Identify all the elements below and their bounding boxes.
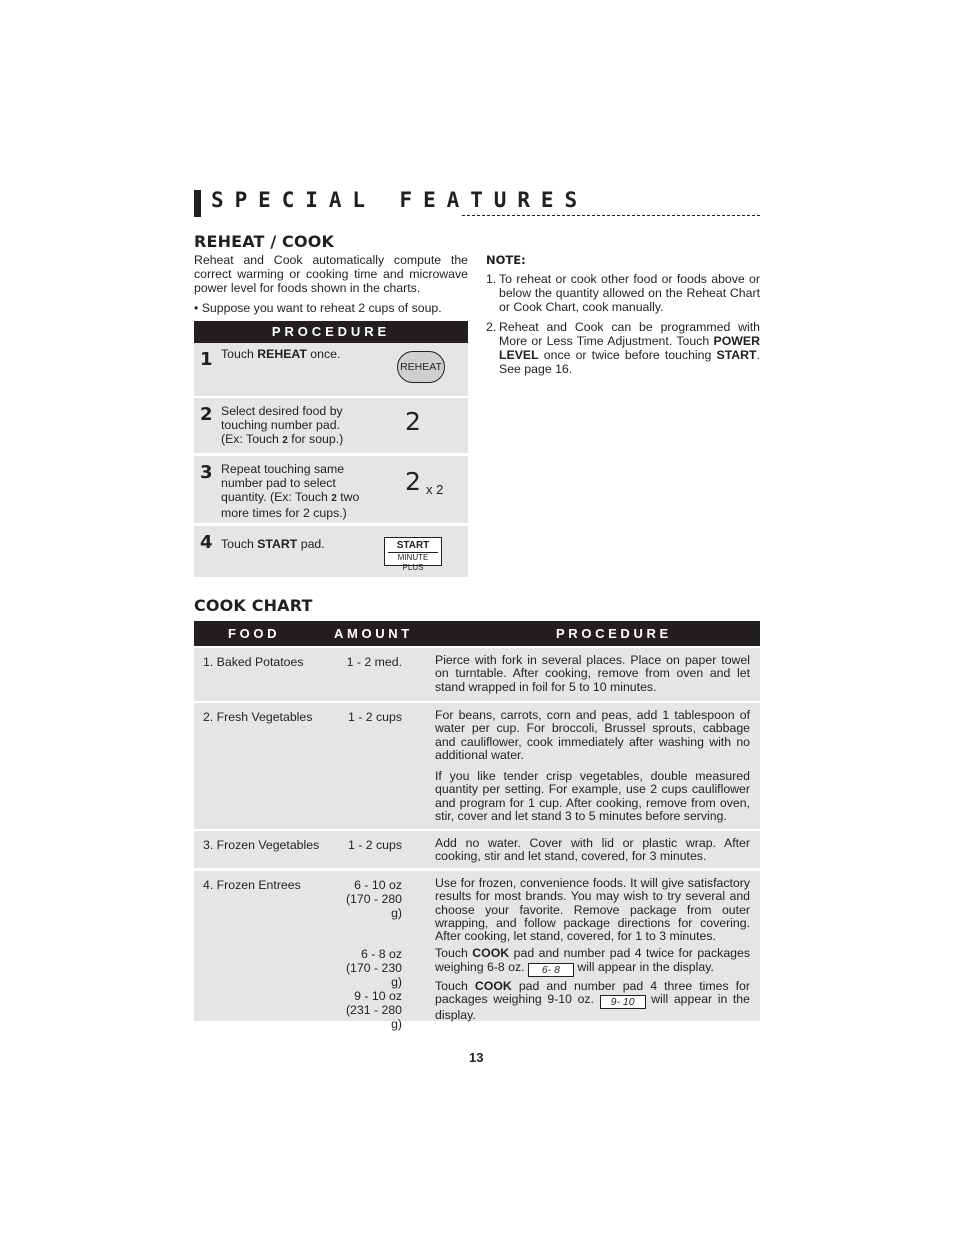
note-item-1: 1. To reheat or cook other food or foods above or below the quantity allowed on the Reheat Chart or Cook Chart, cook manually.: [486, 272, 760, 314]
column-procedure: PROCEDURE: [556, 626, 672, 641]
cook-chart-heading: COOK CHART: [194, 596, 313, 615]
times-label: x 2: [426, 482, 444, 497]
step-number: 2: [200, 404, 213, 425]
step-2: [194, 398, 468, 453]
step-text: Select desired food by touching number pad. (Ex: Touch 2 for soup.): [221, 404, 344, 446]
amount-cell: 6 - 10 oz (170 - 280 g) 6 - 8 oz (170 - 230 g) 9 - 10 oz (231 - 280 g): [345, 878, 402, 1031]
amount-cell: 1 - 2 med.: [346, 655, 402, 669]
column-food: FOOD: [228, 626, 281, 641]
step-number: 4: [200, 532, 213, 553]
note-heading: NOTE:: [486, 253, 526, 267]
table-row: [194, 831, 760, 868]
number-key-2: 2: [405, 467, 421, 496]
food-cell: 2. Fresh Vegetables: [203, 710, 313, 724]
chart-header: [194, 621, 760, 646]
food-cell: 3. Frozen Vegetables: [203, 838, 320, 852]
step-1: [194, 343, 468, 396]
section-marker: [194, 190, 201, 217]
start-key: START MINUTE PLUS: [384, 537, 442, 566]
table-row: [194, 703, 760, 829]
example-text: • Suppose you want to reheat 2 cups of soup.: [194, 301, 442, 315]
amount-cell: 1 - 2 cups: [348, 838, 402, 852]
step-number: 3: [200, 462, 213, 483]
step-text: Touch REHEAT once.: [221, 347, 341, 361]
procedure-cell: Add no water. Cover with lid or plastic wrap. After cooking, stir and let stand, covered, for 3 minutes.: [435, 836, 750, 864]
step-text: Touch START pad.: [221, 537, 325, 551]
step-text: Repeat touching same number pad to select quantity. (Ex: Touch 2 two more times for 2 cups.): [221, 462, 360, 520]
table-row: [194, 871, 760, 1031]
reheat-intro: [194, 253, 468, 315]
section-title: SPECIAL FEATURES: [211, 188, 589, 212]
amount-cell: 1 - 2 cups: [348, 710, 402, 724]
reheat-key: REHEAT: [397, 351, 445, 383]
procedure-cell: Use for frozen, convenience foods. It will give satisfactory results for most brands. You may wish to try several and choose your favorite. Remove package from outer wrapping, and follow package directions for covering. After cooking, let stand, covered, for 1 to 3 minutes. Touch COOK pad and number pad 4 twice for packages weighing 6-8 oz. 6- 8 will appear in the display. Touch COOK pad and number pad 4 three times for packages weighing 9-10 oz. 9- 10 will appear in the display.: [435, 876, 750, 1023]
table-row: [194, 648, 760, 701]
display-readout: 6- 8: [528, 963, 574, 977]
step-3: [194, 456, 468, 523]
note-item-2: 2. Reheat and Cook can be programmed with More or Less Time Adjustment. Touch POWER LEVEL once or twice before touching START. See page 16.: [486, 320, 760, 376]
procedure-cell: For beans, carrots, corn and peas, add 1 tablespoon of water per cup. For broccoli, Brussel sprouts, cabbage and cauliflower, cook immediately after washing with no additional water. If you like tender crisp vegetables, double measured quantity per setting. For example, use 2 cups cauliflower and program for 1 cup. After cooking, remove from oven, stir, cover and let stand 3 to 5 minutes before serving.: [435, 708, 750, 824]
food-cell: 1. Baked Potatoes: [203, 655, 304, 669]
display-readout: 9- 10: [600, 995, 646, 1009]
procedure-cell: Pierce with fork in several places. Place on paper towel on turntable. After cooking, remove from oven and let stand wrapped in foil for 5 to 10 minutes.: [435, 653, 750, 694]
step-number: 1: [200, 349, 213, 370]
page-number: 13: [469, 1050, 484, 1065]
reheat-heading: REHEAT / COOK: [194, 232, 335, 251]
food-cell: 4. Frozen Entrees: [203, 878, 301, 892]
procedure-header: PROCEDURE: [194, 321, 468, 343]
section-rule: [462, 215, 760, 216]
intro-text: Reheat and Cook automatically compute the correct warming or cooking time and microwave power level for foods shown in the charts.: [194, 253, 468, 295]
step-4: [194, 526, 468, 577]
number-key-2: 2: [405, 407, 421, 436]
column-amount: AMOUNT: [334, 626, 413, 641]
